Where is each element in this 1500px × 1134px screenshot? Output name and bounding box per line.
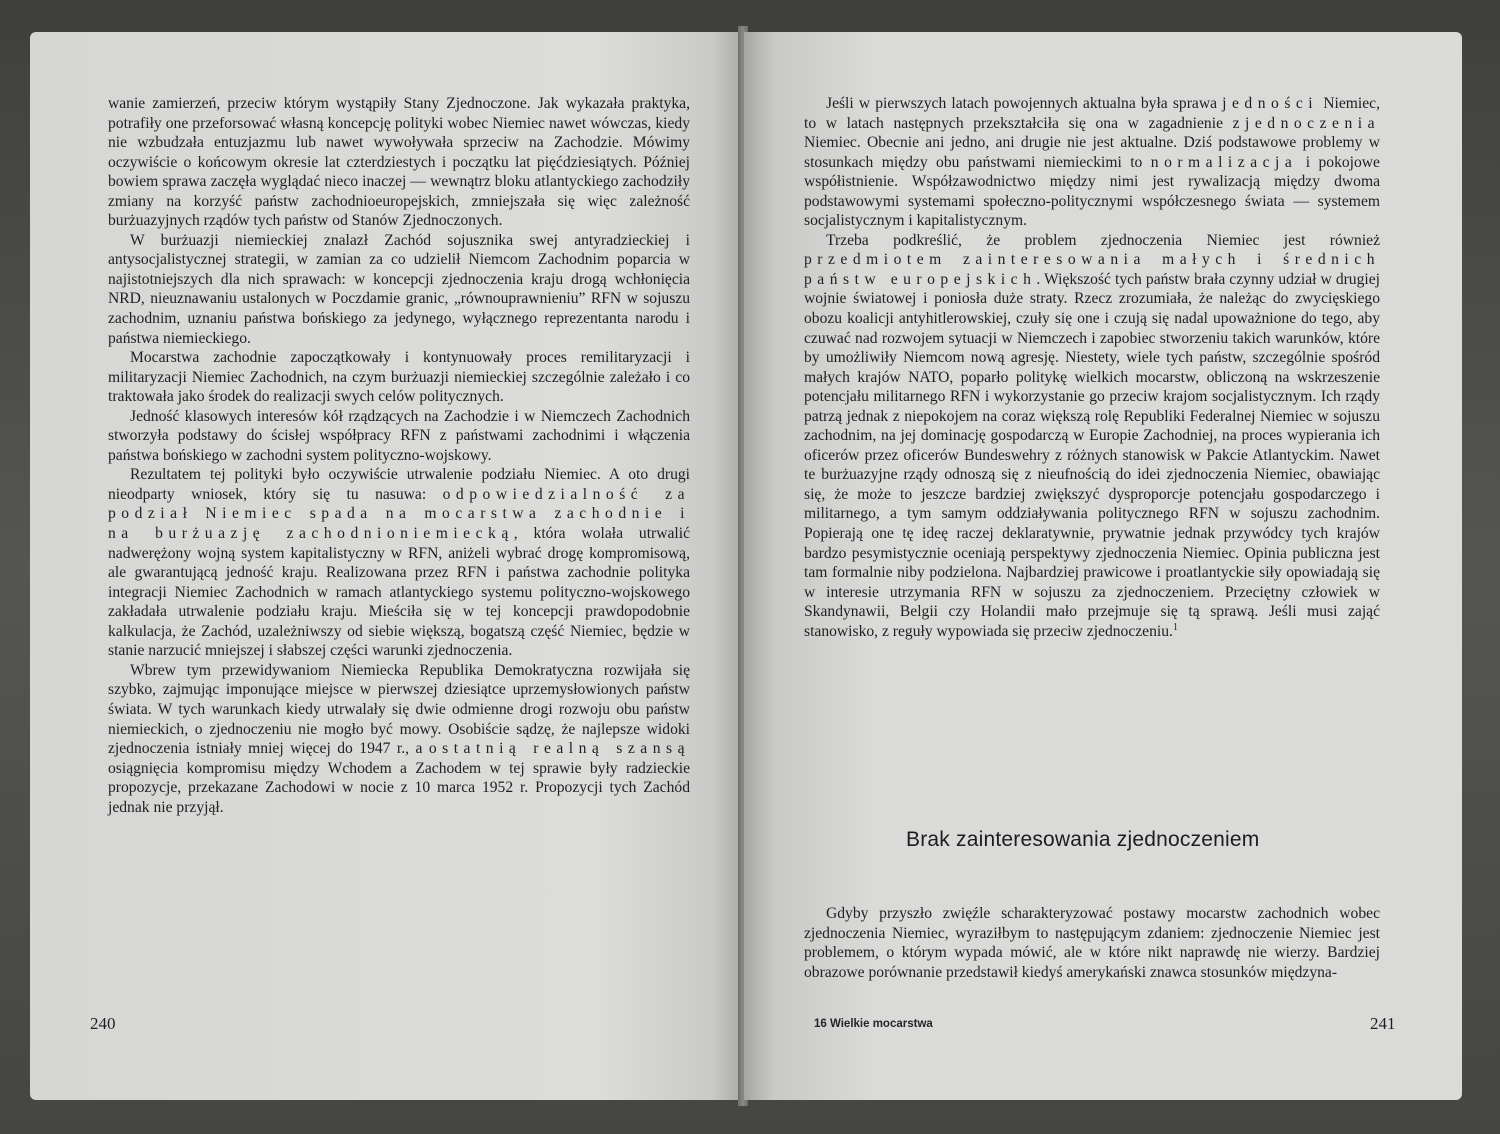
spaced-emphasis: odpowiedzialność za podział Niemiec spada na mocarstwa zachodnie i na burżuazję zachodnioniemiecką <box>108 485 690 543</box>
footnote-mark: 1 <box>1172 621 1178 633</box>
paragraph: Jedność klasowych interesów kół rządzących na Zachodzie i w Niemczech Zachodnich stworzyła podstawy do ścisłej współpracy RFN z państwami zachodnimi i włączenia państwa bońskiego w zachodni system polityczno-wojskowy. <box>108 407 690 464</box>
spaced-emphasis: normalizacja <box>1150 153 1298 171</box>
paragraph <box>804 231 1380 641</box>
printer-signature: 16 Wielkie mocarstwa <box>814 1018 933 1030</box>
paragraph <box>804 94 1380 231</box>
paragraph <box>108 661 690 817</box>
text-run: i pokojowe współistnienie. Współzawodnictwo między nimi jest rywalizacją między dwoma podstawowymi systemami społeczno-politycznymi współczesnego świata — systemem socjalistycznym i kapitalistycznym. <box>804 153 1380 230</box>
paragraph <box>108 465 690 660</box>
text-run: . Większość tych państw brała czynny udział w drugiej wojnie światowej i poniosła duże straty. Rzecz zrozumiała, że należąc do zwycięskiego obozu koalicji antyhitlerowskiej, czuły się one i czują się nadal upoważnione do tego, aby czuwać nad rozwojem sytuacji w Niemczech i zapobiec stworzeniu takich warunków, które by umożliwiły Niemcom nową agresję. Niestety, wiele tych państw, szczególnie spośród małych krajów NATO, poparło politykę wielkich mocarstw, obliczoną na wskrzeszenie potencjału militarnego RFN i wykorzystanie go przeciw krajom socjalistycznym. Ich rządy patrzą jednak z niepokojem na coraz większą rolę Republiki Federalnej Niemiec w sojuszu zachodnim, na jej dominację gospodarczą w Europie Zachodniej, na proces wypierania ich oficerów przez oficerów Bundeswehry z różnych stanowisk w Pakcie Atlantyckim. Nawet te burżuazyjne rządy odnoszą się z nieufnością do idei zjednoczenia Niemiec, obawiając się, że może to jeszcze bardziej zwiększyć dysproporcje potencjału gospodarczego i militarnego, a tym samym oddziaływania politycznego RFN w sojuszu zachodnim. Popierają one tę ideę raczej deklaratywnie, prywatnie jednak przywódcy tych krajów bardzo pesymistycznie oceniają perspektywy zjednoczenia Niemiec. Opinia publiczna jest tam formalnie niby podzielona. Najbardziej prawicowe i proatlantyckie siły opowiadają się w interesie utrzymania RFN w sojuszu za zjednoczeniem. Przeciętny człowiek w Skandynawii, Belgii czy Holandii mało przejmuje się tą sprawą. Jeśli musi zająć stanowisko, z reguły wypowiada się przeciw zjednoczeniu. <box>804 270 1380 640</box>
text-run: Niemiec. Obecnie ani jedno, ani drugie nie jest aktualne. Dziś podstawowe problemy w stosunkach między obu państwami niemieckimi to <box>804 134 1380 171</box>
section-heading: Brak zainteresowania zjednoczeniem <box>906 828 1260 851</box>
left-page-text <box>108 94 690 817</box>
text-run: , która wolała utrwalić nadwerężony wojną system kapitalistyczny w RFN, aniżeli wybrać drogę kompromisową, ale gwarantującą jedność kraju. Realizowana przez RFN i państwa zachodnie polityka integracji Niemiec Zachodnich w ramach atlantyckiego systemu polityczno-wojskowego zakładała utrwalenie podziału kraju. Mieściła się w tej koncepcji prawdopodobnie kalkulacja, że Zachód, uzależniwszy od siebie większą, bogatszą część Niemiec, będzie w stanie narzucić mniejszej i słabszej części warunki zjednoczenia. <box>108 525 690 660</box>
text-run: osiągnięcia kompromisu między Wchodem a Zachodem w tej sprawie były radzieckie propozycje, przekazane Zachodowi w nocie z 10 marca 1952 r. Propozycji tych Zachód jednak nie przyjął. <box>108 759 690 816</box>
text-run: Wbrew tym przewidywaniom Niemiecka Republika Demokratyczna rozwijała się szybko, zajmując imponujące miejsce w pierwszej dziesiątce uprzemysłowionych państw świata. W tych warunkach kiedy utrwalały się dwie odmienne drogi rozwoju obu państw niemieckich, o zjednoczeniu nie mogło być mowy. Osobiście sądzę, że najlepsze widoki zjednoczenia istniały mniej więcej do 1947 r., a <box>108 661 690 758</box>
spaced-emphasis: jedności <box>1222 95 1319 112</box>
paragraph: wanie zamierzeń, przeciw którym wystąpiły Stany Zjednoczone. Jak wykazała praktyka, potrafiły one przeforsować własną koncepcję polityki wobec Niemiec nawet wówczas, kiedy nie wzbudzała entuzjazmu lub nawet wywoływała sprzeciw na Zachodzie. Mówimy oczywiście o końcowym okresie lat czterdziestych i początku lat pięćdziesiątych. Później bowiem sprawa zaczęła wyglądać nieco inaczej — wewnątrz bloku atlantyckiego zachodziły zmiany na korzyść państw zachodnioeuropejskich, zmniejszała się więc zależność burżuazyjnych rządów tych państw od Stanów Zjednoczonych. <box>108 95 690 230</box>
spaced-emphasis: zjednoczenia <box>1232 114 1380 132</box>
text-run: Rezultatem tej polityki było oczywiście utrwalenie podziału Niemiec. A oto drugi nieodparty wniosek, który się tu nasuwa: <box>108 466 690 503</box>
text-run: Trzeba podkreślić, że problem zjednoczenia Niemiec jest również <box>826 231 1380 249</box>
text-run: Niemiec, to w latach następnych przekształciła się ona w zagadnienie <box>804 95 1380 132</box>
paragraph: W burżuazji niemieckiej znalazł Zachód sojusznika swej antyradzieckiej i antysocjalistycznej strategii, w zamian za co udzielił Niemcom Zachodnim poparcia w najistotniejszych dla nich sprawach: w koncepcji zjednoczenia kraju drogą wchłonięcia NRD, nieuznawaniu ustalonych w Poczdamie granic, „równouprawnieniu” RFN w sojuszu zachodnim, uznaniu państwa bońskiego za jedynego, wyłącznego reprezentanta narodu i państwa niemieckiego. <box>108 231 690 347</box>
page-number: 241 <box>1370 1014 1396 1033</box>
spaced-emphasis: ostatnią realną szansą <box>428 740 690 758</box>
text-run: Jeśli w pierwszych latach powojennych aktualna była sprawa <box>826 95 1223 112</box>
page-number: 240 <box>90 1014 116 1033</box>
paragraph: Mocarstwa zachodnie zapoczątkowały i kontynuowały proces remilitaryzacji i militaryzacji Niemiec Zachodnich, na czym burżuazji niemieckiej szczególnie zależało i co traktowała jako środek do realizacji swych celów politycznych. <box>108 349 690 406</box>
spaced-emphasis: przedmiotem zainteresowania małych i średnich państw europejskich <box>804 251 1380 288</box>
right-page <box>744 32 1462 1100</box>
right-page-text-bottom <box>804 904 1380 982</box>
left-page <box>30 32 742 1100</box>
right-page-text <box>804 94 1380 641</box>
paragraph: Gdyby przyszło zwięźle scharakteryzować postawy mocarstw zachodnich wobec zjednoczenia Niemiec, wyraziłbym to następującym zdaniem: zjednoczenie Niemiec jest problemem, o którym wypada mówić, ale w które nikt naprawdę nie wierzy. Bardziej obrazowe porównanie przedstawił kiedyś amerykański znawca stosunków międzyna- <box>804 905 1380 981</box>
